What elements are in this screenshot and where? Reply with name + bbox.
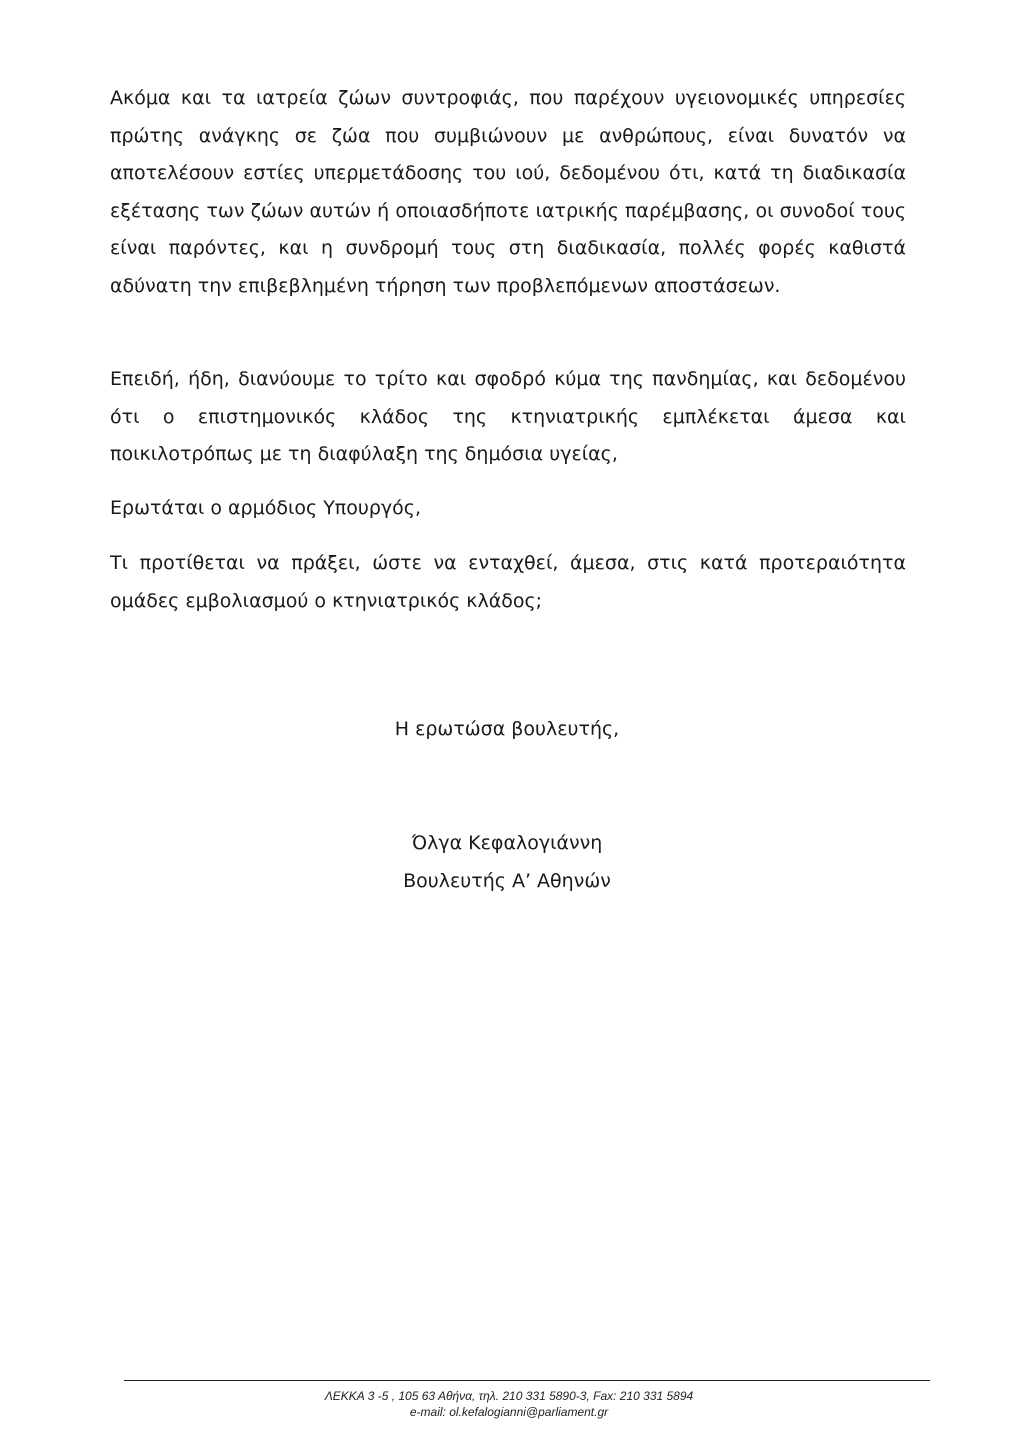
footer-email: e-mail: ol.kefalogianni@parliament.gr xyxy=(409,1405,609,1419)
footer-address: ΛΕΚΚΑ 3 -5 , 105 63 Αθήνα, τηλ. 210 331 5890-3, Fax: 210 331 5894 xyxy=(324,1389,694,1403)
signature-title: Η ερωτώσα βουλευτής, xyxy=(394,718,620,740)
signature-name: Όλγα Κεφαλογιάννη xyxy=(411,832,603,854)
signature-role: Βουλευτής Α’ Αθηνών xyxy=(403,870,611,892)
paragraph-4: Τι προτίθεται να πράξει, ώστε να ενταχθεί, άμεσα, στις κατά προτεραιότητα ομάδες εμβολιασμού ο κτηνιατρικός κλάδος; xyxy=(110,552,906,612)
footer-divider xyxy=(124,1380,930,1381)
paragraph-3: Ερωτάται ο αρμόδιος Υπουργός, xyxy=(110,497,421,519)
paragraph-1: Ακόμα και τα ιατρεία ζώων συντροφιάς, που παρέχουν υγειονομικές υπηρεσίες πρώτης ανάγκης σε ζώα που συμβιώνουν με ανθρώπους, είναι δυνατόν να αποτελέσουν εστίες υπερμετάδοσης του ιού, δεδομένου ότι, κατά τη διαδικασία εξέτασης των ζώων αυτών ή οποιασδήποτε ιατρικής παρέμβασης, οι συνοδοί τους είναι παρόντες, και η συνδρομή τους στη διαδικασία, πολλές φορές καθιστά αδύνατη την επιβεβλημένη τήρηση των προβλεπόμενων αποστάσεων. xyxy=(110,87,906,297)
paragraph-2: Επειδή, ήδη, διανύουμε το τρίτο και σφοδρό κύμα της πανδημίας, και δεδομένου ότι ο επιστημονικός κλάδος της κτηνιατρικής εμπλέκεται άμεσα και ποικιλοτρόπως με τη διαφύλαξη της δημόσια υγείας, xyxy=(110,368,906,465)
